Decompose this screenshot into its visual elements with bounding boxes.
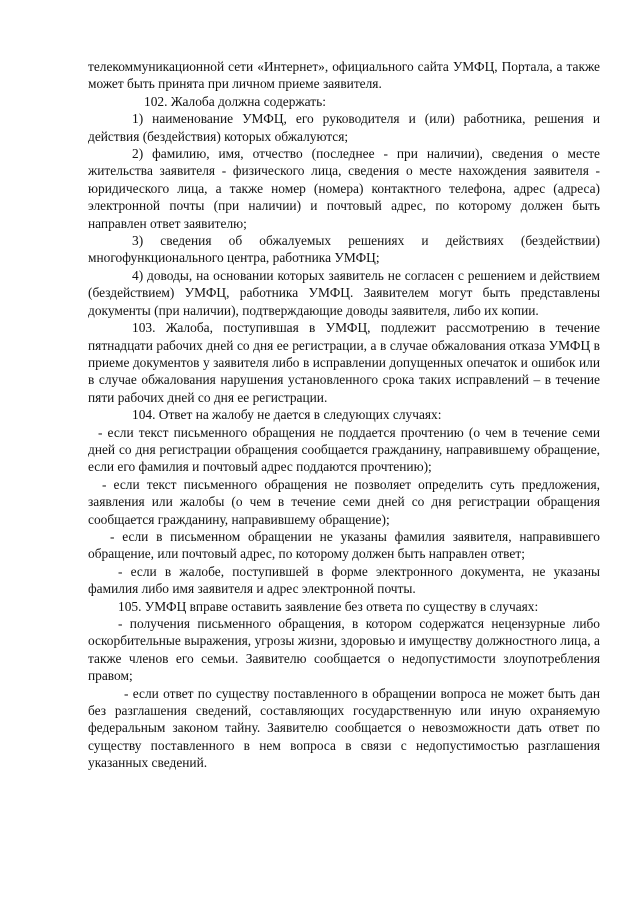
paragraph-subitem-1: 1) наименование УМФЦ, его руководителя и (или) работника, решения и действия (бездействия) которых обжалуются; [88, 111, 600, 144]
paragraph-item-102: 102. Жалоба должна содержать: [144, 93, 326, 109]
paragraph-subitem-3: 3) сведения об обжалуемых решениях и действиях (бездействии) многофункционального центра, работника УМФЦ; [88, 233, 600, 266]
paragraph-item-103: 103. Жалоба, поступившая в УМФЦ, подлежит рассмотрению в течение пятнадцати рабочих дней со дня ее регистрации, а в случае обжалования отказа УМФЦ в приеме документов у заявителя либо в исправлении допущенных опечаток и ошибок или в случае обжалования нарушения установленного срока таких исправлений – в течение пяти рабочих дней со дня ее регистрации. [88, 320, 600, 405]
paragraph-subitem-4: 4) доводы, на основании которых заявитель не согласен с решением и действием (бездействием) УМФЦ, работника УМФЦ. Заявителем могут быть представлены документы (при наличии), подтверждающие доводы заявителя, либо их копии. [88, 267, 600, 318]
paragraph-dash-obscene: - получения письменного обращения, в котором содержатся нецензурные либо оскорбительные выражения, угрозы жизни, здоровью и имуществу должностного лица, а также членов его семьи. Заявителю сообщается о недопустимости злоупотребления правом; [88, 616, 600, 684]
paragraph-subitem-2: 2) фамилию, имя, отчество (последнее - при наличии), сведения о месте жительства заявителя - физического лица, сведения о месте нахождения заявителя - юридического лица, а также номер (номера) контактного телефона, адрес (адреса) электронной почты (при наличии) и почтовый адрес, по которому должен быть направлен ответ заявителю; [88, 146, 600, 231]
paragraph-continuation: телекоммуникационной сети «Интернет», официального сайта УМФЦ, Портала, а также может быть принята при личном приеме заявителя. [88, 59, 600, 92]
paragraph-item-105: 105. УМФЦ вправе оставить заявление без ответа по существу в случаях: [118, 598, 539, 614]
paragraph-dash-no-name: - если в письменном обращении не указаны фамилия заявителя, направившего обращение, или почтовый адрес, по которому должен быть направлен ответ; [88, 528, 600, 562]
paragraph-dash-electronic: - если в жалобе, поступившей в форме электронного документа, не указаны фамилия либо имя заявителя и адрес электронной почты. [88, 563, 600, 597]
paragraph-dash-unreadable: - если текст письменного обращения не поддается прочтению (о чем в течение семи дней со дня регистрации обращения сообщается гражданину, направившему обращение, если его фамилия и почтовый адрес поддаются прочтению); [88, 424, 600, 475]
paragraph-dash-unclear: - если текст письменного обращения не позволяет определить суть предложения, заявления или жалобы (о чем в течение семи дней со дня регистрации обращения сообщается гражданину, направившему обращение); [88, 476, 600, 527]
paragraph-dash-secret: - если ответ по существу поставленного в обращении вопроса не может быть дан без разглашения сведений, составляющих государственную или иную охраняемую федеральным законом тайну. Заявителю сообщается о невозможности дать ответ по существу поставленного в нем вопроса в связи с недопустимостью разглашения указанных сведений. [88, 685, 600, 771]
paragraph-item-104: 104. Ответ на жалобу не дается в следующих случаях: [132, 407, 442, 423]
document-page [88, 58, 600, 772]
